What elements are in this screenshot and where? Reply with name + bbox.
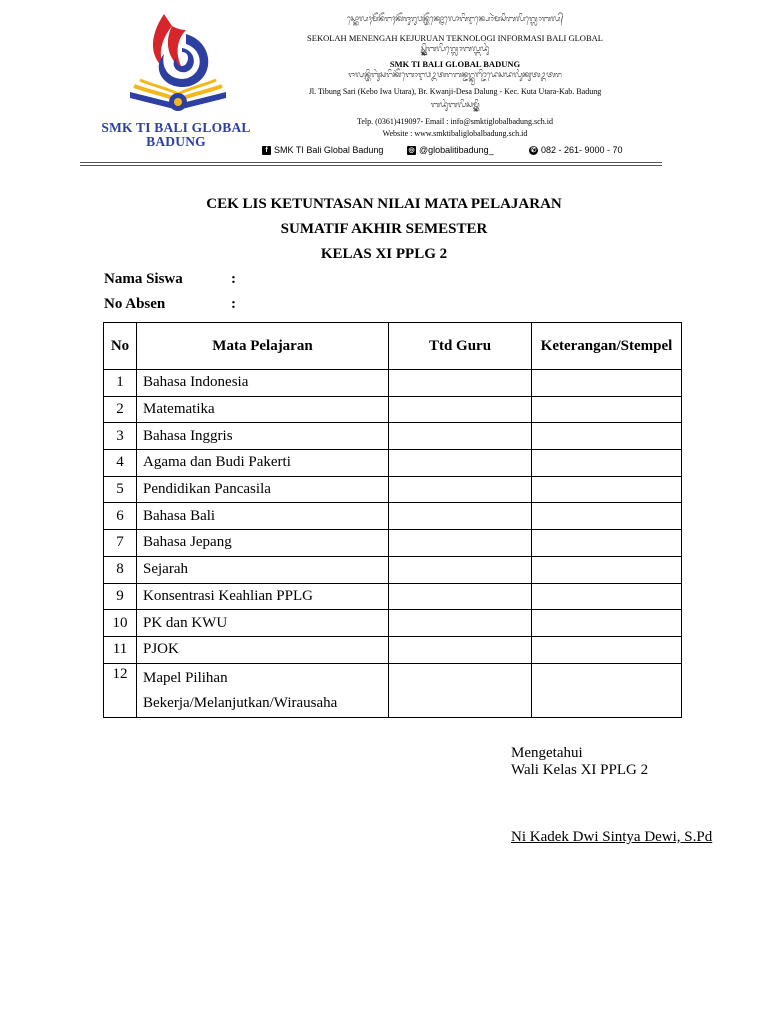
facebook-handle: SMK TI Bali Global Badung [274, 145, 384, 155]
remarks-stamp-cell[interactable] [532, 530, 682, 557]
student-name-label: Nama Siswa [104, 271, 183, 287]
row-number: 3 [104, 423, 137, 450]
balinese-text-line3: ᬚᬮᬦ᭄ᬢᬶᬩᬸᬂᬲᬭᬶᬓᭂᬩᭀᬇᬯᬉᬢᬭᬩᬦ᭄ᬚᬭ᭄ᬓ᭄ᬯᬜ᭄ᬚᬶᬤᬾᬲᬤᬮᬸᬂᬓᬸᬢᬉᬢᬭ [348, 70, 562, 79]
homeroom-teacher-name: Ni Kadek Dwi Sintya Dewi, S.Pd [511, 829, 713, 845]
subject-cell [137, 663, 389, 717]
remarks-stamp-cell[interactable] [532, 556, 682, 583]
remarks-stamp-cell[interactable] [532, 636, 682, 663]
subject-name: PJOK [143, 641, 179, 658]
school-contact: Telp. (0361)419097- Email : info@smktiglobalbadung.sch.id [357, 117, 553, 126]
header-divider-top [80, 162, 662, 163]
subject-cell [137, 636, 389, 663]
absen-colon: : [231, 296, 236, 312]
table-row [104, 556, 682, 583]
remarks-stamp-cell[interactable] [532, 370, 682, 397]
school-short-name: SMK TI BALI GLOBAL BADUNG [389, 59, 521, 69]
subject-checklist-table [103, 322, 682, 718]
row-number: 5 [104, 476, 137, 503]
subject-name: Bahasa Bali [143, 507, 216, 524]
whatsapp-contact [529, 145, 623, 155]
table-row [104, 663, 682, 717]
subject-name: Pendidikan Pancasila [143, 481, 271, 498]
remarks-stamp-cell[interactable] [532, 663, 682, 717]
student-name-colon: : [231, 271, 236, 287]
letterhead [80, 0, 662, 168]
row-number: 10 [104, 610, 137, 637]
table-row [104, 370, 682, 397]
teacher-signature-cell[interactable] [389, 503, 532, 530]
table-row [104, 583, 682, 610]
balinese-text-line4: ᬩᬤᬸᬂᬩᬮᬶᬲᬫ᭄ᬓ᭄ᬢᬶ [430, 100, 480, 109]
subject-name: Mapel Pilihan [143, 669, 228, 686]
subject-cell [137, 370, 389, 397]
teacher-signature-cell[interactable] [389, 610, 532, 637]
remarks-stamp-cell[interactable] [532, 476, 682, 503]
subject-name: Bahasa Jepang [143, 534, 232, 551]
remarks-stamp-cell[interactable] [532, 610, 682, 637]
table-header-row [104, 323, 682, 370]
subject-cell [137, 530, 389, 557]
row-number: 7 [104, 530, 137, 557]
remarks-stamp-cell[interactable] [532, 450, 682, 477]
school-website: Website : www.smktibaliglobalbadung.sch.id [382, 129, 528, 138]
subject-cell [137, 503, 389, 530]
document-title: CEK LIS KETUNTASAN NILAI MATA PELAJARAN [206, 196, 562, 212]
teacher-signature-cell[interactable] [389, 396, 532, 423]
teacher-signature-cell[interactable] [389, 530, 532, 557]
teacher-signature-cell[interactable] [389, 450, 532, 477]
facebook-icon: f [262, 146, 271, 155]
subject-name: Konsentrasi Keahlian PPLG [143, 587, 313, 604]
header-teacher-signature: Ttd Guru [389, 323, 532, 370]
header-no: No [104, 323, 137, 370]
instagram-icon: ◎ [408, 146, 415, 154]
school-full-name: SEKOLAH MENENGAH KEJURUAN TEKNOLOGI INFORMASI BALI GLOBAL [307, 33, 603, 43]
table-row [104, 450, 682, 477]
teacher-signature-cell[interactable] [389, 556, 532, 583]
row-number: 12 [104, 663, 137, 717]
subject-name: Matematika [143, 401, 215, 418]
subject-name: PK dan KWU [143, 614, 228, 631]
remarks-stamp-cell[interactable] [532, 583, 682, 610]
teacher-signature-cell[interactable] [389, 583, 532, 610]
document-subtitle: SUMATIF AKHIR SEMESTER [280, 221, 488, 237]
absen-label: No Absen [104, 296, 166, 312]
header-subject: Mata Pelajaran [137, 323, 389, 370]
row-number: 1 [104, 370, 137, 397]
school-address: Jl. Tibung Sari (Kebo Iwa Utara), Br. Kwanji-Desa Dalung - Kec. Kuta Utara-Kab. Badung [308, 87, 602, 96]
teacher-signature-cell[interactable] [389, 476, 532, 503]
row-number: 11 [104, 636, 137, 663]
subject-cell [137, 610, 389, 637]
school-name-line2: BADUNG [146, 134, 206, 149]
subject-cell [137, 556, 389, 583]
table-row [104, 423, 682, 450]
subject-name-line2: Bekerja/Melanjutkan/Wirausaha [143, 694, 338, 711]
row-number: 6 [104, 503, 137, 530]
table-row [104, 636, 682, 663]
school-name-line1: SMK TI BALI GLOBAL [101, 120, 251, 135]
class-title: KELAS XI PPLG 2 [320, 246, 448, 262]
school-logo-name [96, 121, 256, 149]
teacher-signature-cell[interactable] [389, 663, 532, 717]
header-divider-bottom [80, 165, 662, 166]
whatsapp-number: 082 - 261- 9000 - 70 [541, 145, 623, 155]
table-row [104, 503, 682, 530]
balinese-text-line2: ᬲ᭄ᬫ᭄ᬓ᭄ᬢᬶᬩᬮᬶᬕ᭄ᬮᭀᬩᬮ᭄ᬩᬤᬸᬂ [420, 44, 490, 53]
subject-name: Bahasa Inggris [143, 427, 233, 444]
table-row [104, 476, 682, 503]
table-row [104, 396, 682, 423]
whatsapp-icon: ✆ [530, 146, 537, 154]
subject-cell [137, 450, 389, 477]
school-logo-icon [120, 8, 240, 120]
subject-cell [137, 476, 389, 503]
instagram-contact [407, 145, 494, 155]
subject-cell [137, 396, 389, 423]
acknowledged-label: Mengetahui [511, 745, 583, 761]
row-number: 9 [104, 583, 137, 610]
subject-name: Sejarah [143, 561, 188, 578]
header-remarks: Keterangan/Stempel [532, 323, 682, 370]
teacher-signature-cell[interactable] [389, 636, 532, 663]
balinese-text-line1: ᬲ᭄ᬓᭀᬮᬄᬫᭂᬦᭂᬗᬄᬓᭂᬚᬸᬭᬸᬯᬦ᭄ᬢᭂᬓ᭄ᬦᭀᬮᭀᬕᬶᬇᬦ᭄ᬧᭀᬃᬫᬲᬶᬩᬮᬶᬕ᭄ᬮᭀᬩᬮ᭄ [346, 14, 564, 23]
subject-name: Agama dan Budi Pakerti [143, 454, 291, 471]
remarks-stamp-cell[interactable] [532, 503, 682, 530]
row-number: 4 [104, 450, 137, 477]
teacher-signature-cell[interactable] [389, 423, 532, 450]
remarks-stamp-cell[interactable] [532, 423, 682, 450]
subject-name: Bahasa Indonesia [143, 374, 249, 391]
subject-cell [137, 423, 389, 450]
facebook-contact [262, 145, 383, 155]
subject-cell [137, 583, 389, 610]
instagram-handle: @globalitibadung_ [419, 145, 494, 155]
teacher-signature-cell[interactable] [389, 370, 532, 397]
table-row [104, 530, 682, 557]
remarks-stamp-cell[interactable] [532, 396, 682, 423]
row-number: 2 [104, 396, 137, 423]
row-number: 8 [104, 556, 137, 583]
table-row [104, 610, 682, 637]
homeroom-role: Wali Kelas XI PPLG 2 [511, 762, 649, 778]
